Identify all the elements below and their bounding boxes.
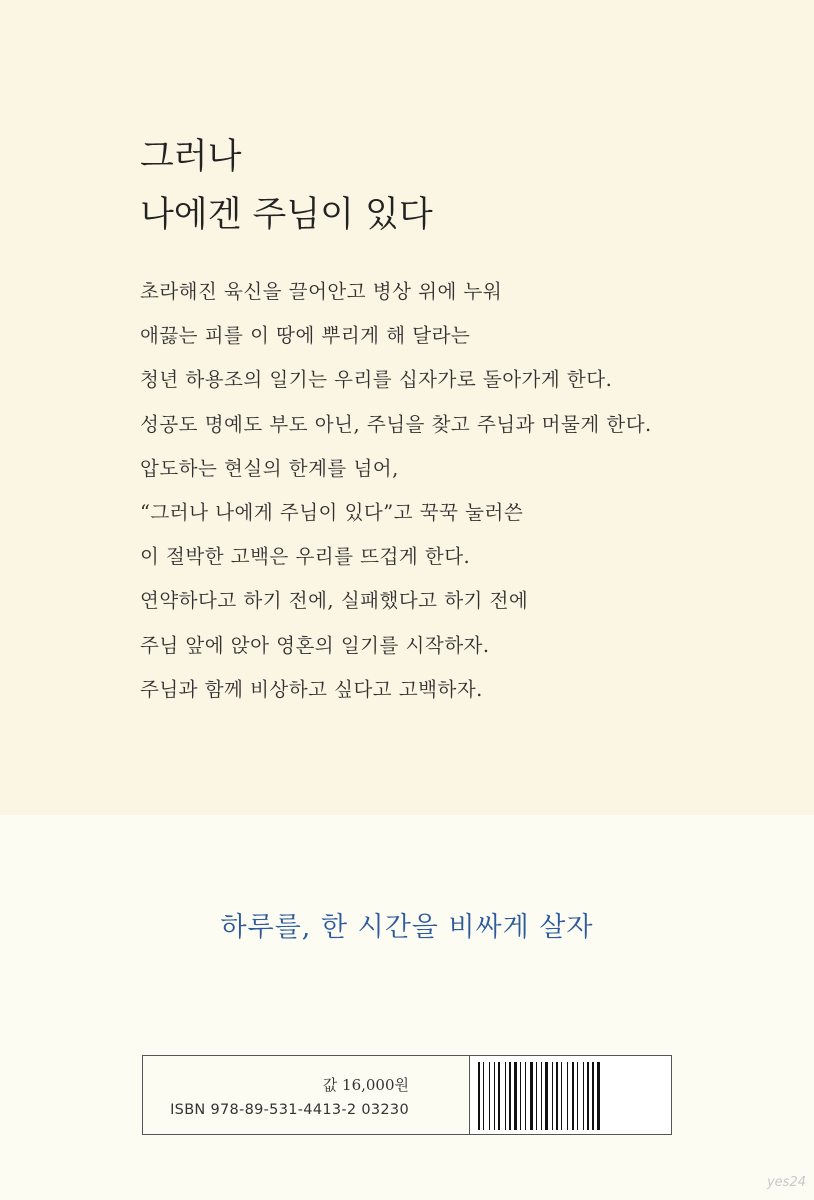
barcode-bar (541, 1062, 542, 1130)
barcode-bar (483, 1062, 484, 1130)
body-line: 애끓는 피를 이 땅에 뿌리게 해 달라는 (140, 324, 471, 348)
headline-line-2: 나에겐 주님이 있다 (140, 195, 433, 235)
body-line: 초라해진 육신을 끌어안고 병상 위에 누워 (140, 280, 503, 303)
barcode (469, 1055, 672, 1135)
headline-line-1: 그러나 (140, 137, 242, 177)
body-text (140, 270, 652, 712)
body-line: 청년 하용조의 일기는 우리를 십자가로 돌아가게 한다. (140, 368, 613, 392)
barcode-bar (556, 1062, 558, 1130)
body-line: 연약하다고 하기 전에, 실패했다고 하기 전에 (140, 589, 529, 613)
barcode-bar (597, 1062, 600, 1130)
barcode-bar (587, 1062, 589, 1130)
barcode-bar (514, 1062, 517, 1130)
body-line: 주님 앞에 앉아 영혼의 일기를 시작하자. (140, 633, 490, 657)
body-line: 압도하는 현실의 한계를 넘어, (140, 456, 399, 480)
barcode-bar (552, 1062, 553, 1130)
price-label: 값 16,000원 (322, 1076, 409, 1094)
barcode-bar (561, 1062, 562, 1130)
barcode-bar (525, 1062, 526, 1130)
body-line: 성공도 명예도 부도 아닌, 주님을 찾고 주님과 머물게 한다. (140, 412, 652, 436)
barcode-bar (572, 1062, 574, 1130)
price-box (142, 1055, 469, 1135)
body-line: 주님과 함께 비상하고 싶다고 고백하자. (140, 677, 483, 701)
body-line: 이 절박한 고백은 우리를 뜨겁게 한다. (140, 545, 471, 569)
barcode-bar (478, 1062, 480, 1130)
isbn-label: ISBN 978-89-531-4413-2 03230 (170, 1102, 409, 1118)
barcode-bar (577, 1062, 578, 1130)
barcode-bar (567, 1062, 568, 1130)
barcode-bar (509, 1062, 511, 1130)
barcode-bar (592, 1062, 594, 1130)
barcode-bar (583, 1062, 584, 1130)
barcode-bar (498, 1062, 500, 1130)
barcode-bar (494, 1062, 495, 1130)
watermark: yes24 (766, 1175, 806, 1190)
barcode-bar (530, 1062, 533, 1130)
barcode-bar (489, 1062, 490, 1130)
barcode-bar (505, 1062, 506, 1130)
barcode-bar (536, 1062, 537, 1130)
barcode-bar (520, 1062, 521, 1130)
barcode-bar (545, 1062, 548, 1130)
headline (140, 128, 433, 244)
body-line: “그러나 나에게 주님이 있다”고 꾹꾹 눌러쓴 (140, 501, 524, 525)
tagline: 하루를, 한 시간을 비싸게 살자 (220, 912, 594, 943)
barcode-graphic (470, 1056, 672, 1135)
